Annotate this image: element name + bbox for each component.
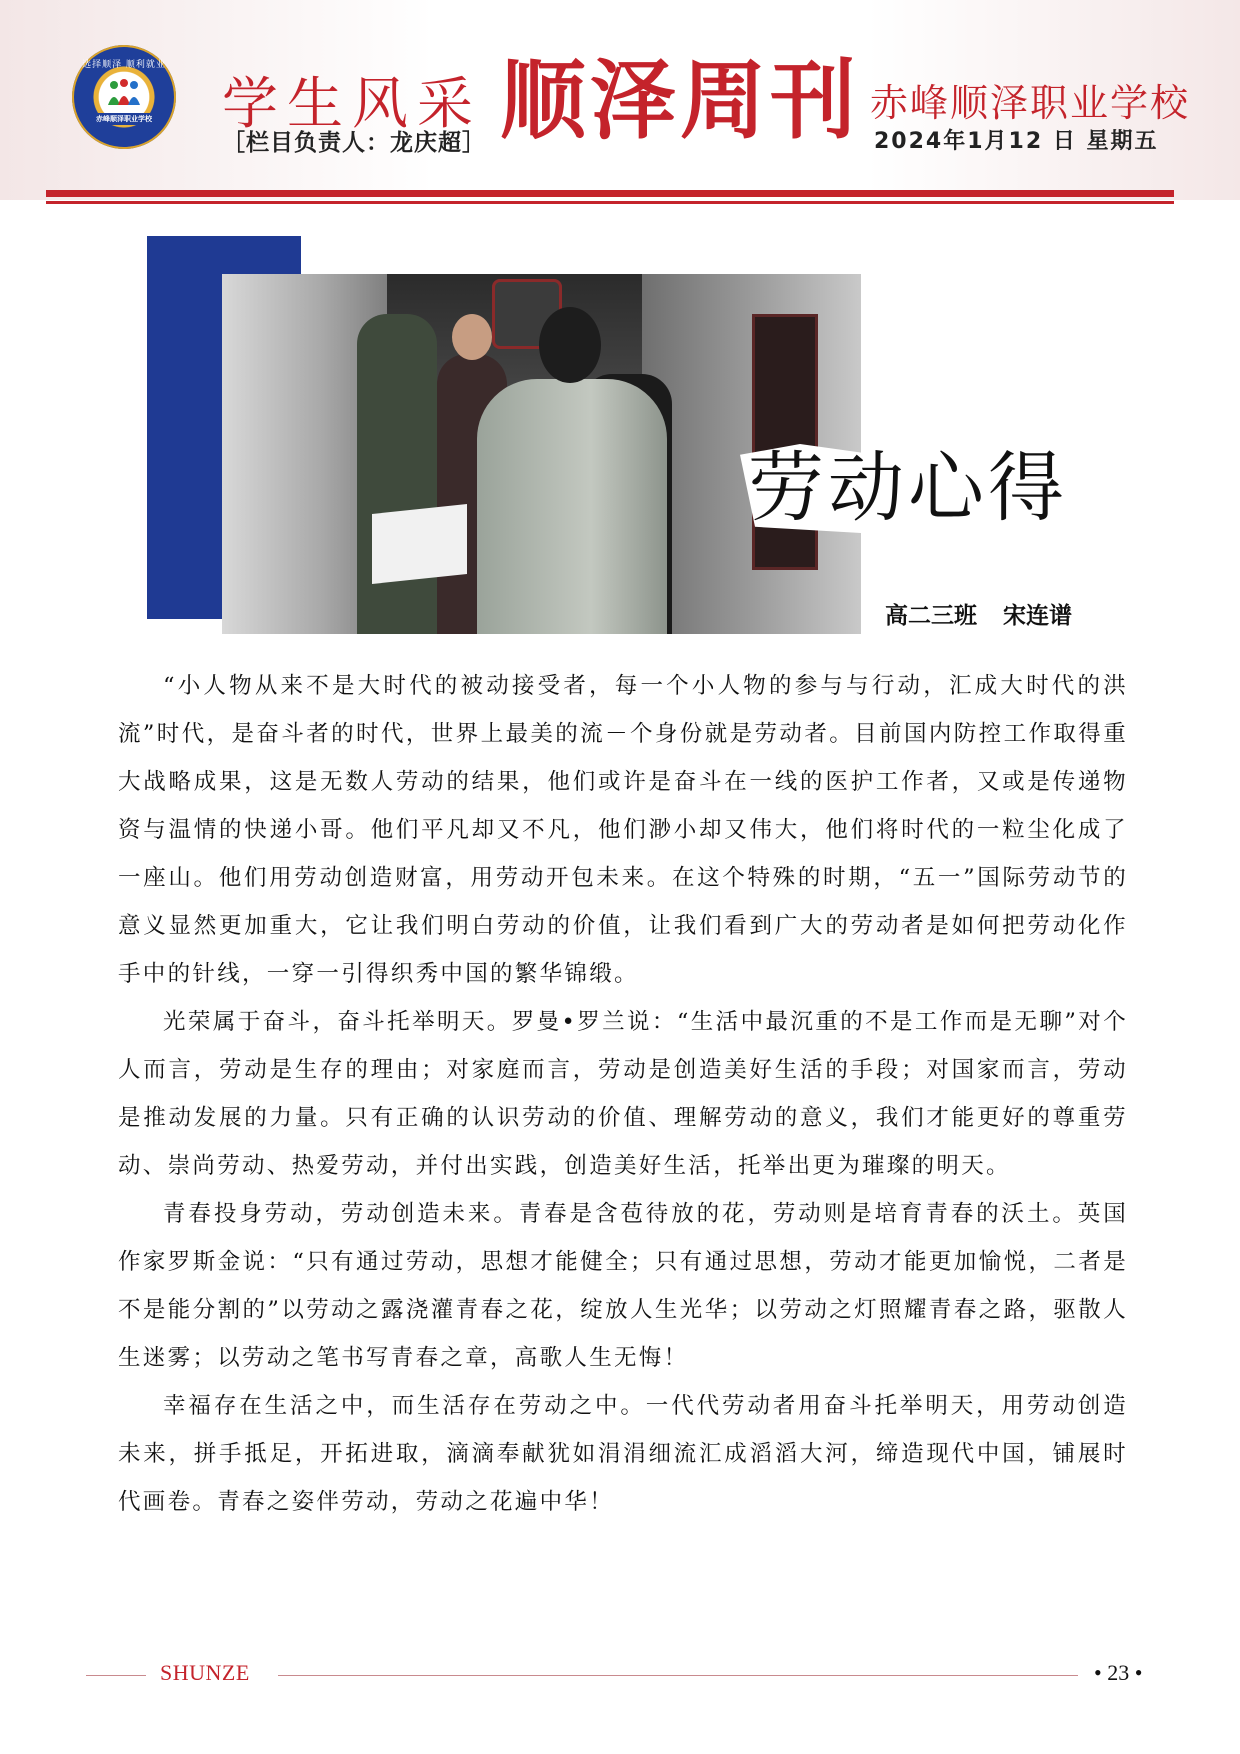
article-paragraph: 幸福存在生活之中，而生活存在劳动之中。一代代劳动者用奋斗托举明天，用劳动创造未来，拼手抵足，开拓进取，滴滴奉献犹如涓涓细流汇成滔滔大河，缔造现代中国，铺展时代画卷。青春之姿伴劳动，劳动之花遍中华！ bbox=[118, 1393, 1128, 1515]
article-byline: 高二三班 宋连谱 bbox=[885, 603, 1073, 629]
photo-person bbox=[477, 379, 667, 634]
masthead-title: 顺泽周刊 bbox=[500, 51, 860, 151]
photo-person-head bbox=[539, 307, 601, 383]
photo-carried-box bbox=[372, 504, 467, 584]
school-name: 赤峰顺泽职业学校 bbox=[870, 81, 1191, 125]
issue-date: 2024年1月12 日 星期五 bbox=[874, 129, 1159, 154]
logo-ring-text: 选择顺泽 顺利就业 bbox=[82, 60, 166, 70]
photo-person bbox=[357, 314, 437, 634]
school-logo bbox=[72, 45, 176, 149]
page-number: • 23 • bbox=[1094, 1660, 1143, 1685]
photo-person-head bbox=[452, 314, 492, 360]
header-rule-thin bbox=[46, 201, 1174, 204]
footer-brand: SHUNZE bbox=[160, 1660, 250, 1685]
logo-banner: 赤峰顺泽职业学校 bbox=[86, 113, 162, 125]
footer-rule-left bbox=[86, 1675, 146, 1676]
header-rule-thick bbox=[46, 190, 1174, 197]
article-body bbox=[118, 662, 1128, 1526]
article-paragraph: “小人物从来不是大时代的被动接受者，每一个小人物的参与与行动，汇成大时代的洪流”时代，是奋斗者的时代，世界上最美的流－个身份就是劳动者。目前国内防控工作取得重大战略成果，这是无数人劳动的结果，他们或许是奋斗在一线的医护工作者，又或是传递物资与温情的快递小哥。他们平凡却又不凡，他们渺小却又伟大，他们将时代的一粒尘化成了一座山。他们用劳动创造财富，用劳动开包未来。在这个特殊的时期，“五一”国际劳动节的意义显然更加重大，它让我们明白劳动的价值，让我们看到广大的劳动者是如何把劳动化作手中的针线，一穿一引得织秀中国的繁华锦缎。 bbox=[118, 673, 1128, 987]
logo-people-icon bbox=[106, 79, 142, 109]
article-paragraph: 光荣属于奋斗，奋斗托举明天。罗曼•罗兰说：“生活中最沉重的不是工作而是无聊”对个人而言，劳动是生存的理由；对家庭而言，劳动是创造美好生活的手段；对国家而言，劳动是推动发展的力量。只有正确的认识劳动的价值、理解劳动的意义，我们才能更好的尊重劳动、崇尚劳动、热爱劳动，并付出实践，创造美好生活，托举出更为璀璨的明天。 bbox=[118, 1009, 1128, 1179]
article-title: 劳动心得 bbox=[748, 443, 1068, 532]
column-title: 学生风采 bbox=[222, 72, 482, 137]
column-editor: ［栏目负责人：龙庆超］ bbox=[222, 130, 486, 156]
article-paragraph: 青春投身劳动，劳动创造未来。青春是含苞待放的花，劳动则是培育青春的沃土。英国作家罗斯金说：“只有通过劳动，思想才能健全；只有通过思想，劳动才能更加愉悦，二者是不是能分割的”以劳动之露浇灌青春之花，绽放人生光华；以劳动之灯照耀青春之路，驱散人生迷雾；以劳动之笔书写青春之章，高歌人生无悔！ bbox=[118, 1201, 1128, 1371]
footer-rule-right bbox=[278, 1675, 1078, 1676]
